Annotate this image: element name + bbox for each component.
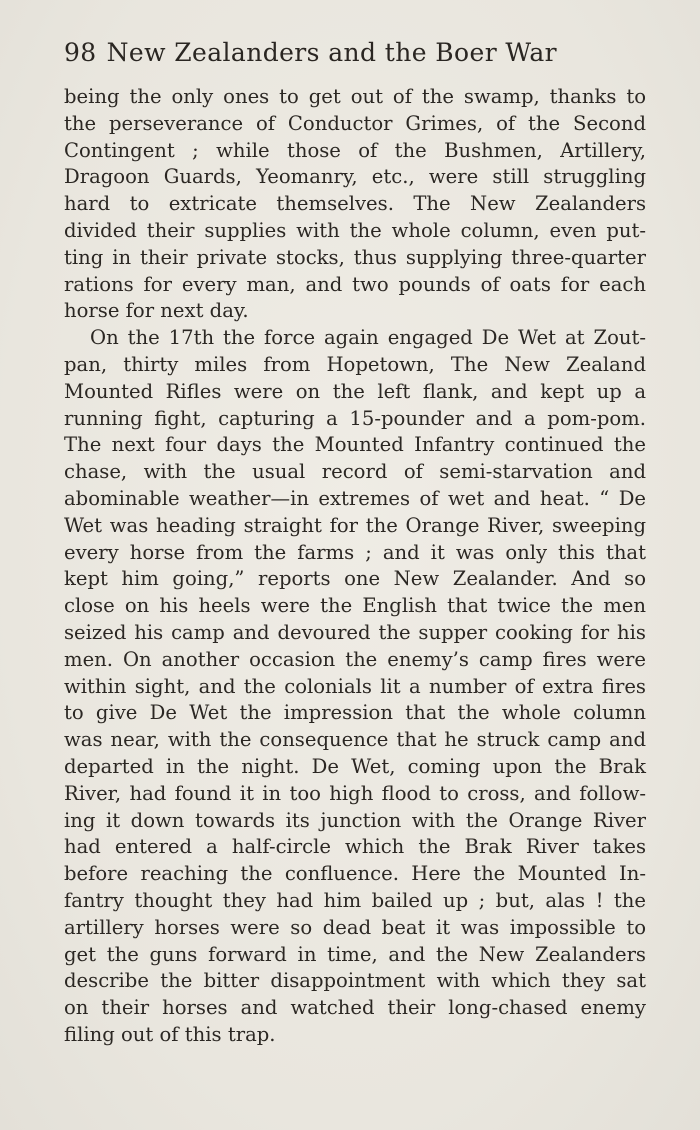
text-line: get the guns forward in time, and the New Zealanders (64, 942, 646, 966)
text-line: fantry thought they had him bailed up ; but, alas ! the (64, 888, 646, 912)
paragraph-start-line: On the 17th the force again engaged De Wet at Zout- (90, 326, 646, 350)
text-line: artillery horses were so dead beat it was impossible to (64, 915, 646, 939)
text-line: Dragoon Guards, Yeomanry, etc., were still struggling (64, 165, 646, 189)
text-line: Wet was heading straight for the Orange River, sweeping (64, 513, 646, 537)
text-line: describe the bitter disappointment with which they sat (64, 969, 646, 993)
text-line: divided their supplies with the whole column, even put- (64, 218, 646, 242)
text-line: Contingent ; while those of the Bushmen, Artillery, (64, 138, 646, 162)
text-line: departed in the night. De Wet, coming upon the Brak (64, 754, 646, 778)
text-line: ting in their private stocks, thus supplying three-quarter (64, 245, 646, 269)
text-line: running fight, capturing a 15-pounder and a pom-pom. (64, 406, 646, 430)
text-line: The next four days the Mounted Infantry continued the (64, 433, 646, 457)
text-line: the perseverance of Conductor Grimes, of the Second (64, 111, 646, 135)
text-line: was near, with the consequence that he struck camp and (64, 728, 646, 752)
text-line: seized his camp and devoured the supper cooking for his (64, 620, 646, 644)
text-line: on their horses and watched their long-chased enemy (64, 996, 646, 1020)
text-line: ing it down towards its junction with the Orange River (64, 808, 646, 832)
text-line: within sight, and the colonials lit a number of extra fires (64, 674, 646, 698)
text-line: every horse from the farms ; and it was only this that (64, 540, 646, 564)
text-line: before reaching the confluence. Here the Mounted In- (64, 862, 646, 886)
page-number: 98 (64, 38, 97, 67)
text-line: River, had found it in too high flood to cross, and follow- (64, 781, 646, 805)
text-line: abominable weather—in extremes of wet and heat. “ De (64, 486, 646, 510)
body-text (64, 84, 646, 1049)
text-line: chase, with the usual record of semi-starvation and (64, 460, 646, 484)
text-line: Mounted Rifles were on the left flank, and kept up a (64, 379, 646, 403)
text-line: pan, thirty miles from Hopetown, The New Zealand (64, 352, 646, 376)
text-line: kept him going,” reports one New Zealander. And so (64, 567, 646, 591)
text-line: filing out of this trap. (64, 1022, 276, 1046)
text-line: to give De Wet the impression that the whole column (64, 701, 646, 725)
text-line: had entered a half-circle which the Brak River takes (64, 835, 646, 859)
running-head (64, 38, 644, 67)
running-title: New Zealanders and the Boer War (106, 38, 557, 67)
text-line: hard to extricate themselves. The New Zealanders (64, 192, 646, 216)
text-line: being the only ones to get out of the swamp, thanks to (64, 85, 646, 108)
text-line: close on his heels were the English that twice the men (64, 594, 646, 618)
text-line: men. On another occasion the enemy’s camp fires were (64, 647, 646, 671)
text-line: rations for every man, and two pounds of oats for each (64, 272, 646, 296)
text-line: horse for next day. (64, 299, 249, 323)
